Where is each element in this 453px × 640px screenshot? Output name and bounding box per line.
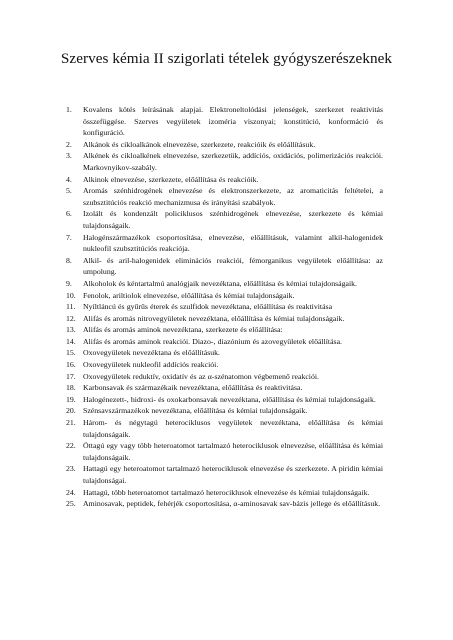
list-item — [66, 417, 383, 440]
list-item — [66, 359, 383, 371]
item-number: 16. — [66, 360, 76, 370]
item-number: 18. — [66, 383, 76, 393]
list-item — [66, 232, 383, 255]
item-text: Alkoholok és kéntartalmú analógjaik nevezéktana, előállítása és kémiai tulajdonságaik. — [83, 278, 357, 288]
item-text: Izolált és kondenzált policiklusos szénhidrogének elnevezése, szerkezete és kémiai tulajdonságaik. — [83, 209, 383, 230]
list-item — [66, 313, 383, 325]
item-number: 25. — [66, 499, 76, 509]
list-item — [66, 371, 383, 383]
list-item — [66, 174, 383, 186]
item-number: 14. — [66, 336, 76, 346]
list-item — [66, 405, 383, 417]
item-text: Alkének és cikloalkének elnevezése, szerkezetük, addíciós, oxidációs, polimerizációs reakciói. Markovnyikov-szabály. — [83, 151, 383, 172]
item-text: Aminosavak, peptidek, fehérjék csoportosítása, α-aminosavak sav-bázis jellege és előállításuk. — [83, 499, 381, 509]
topic-list — [66, 104, 383, 510]
item-text: Alifás és aromás nitrovegyületek nevezéktana, előállítása és kémiai tulajdonságaik. — [83, 313, 345, 323]
page-title: Szerves kémia II szigorlati tételek gyógyszerészeknek — [60, 50, 393, 67]
list-item — [66, 150, 383, 173]
item-text: Hattagú, több heteroatomot tartalmazó heterociklusok elnevezése és kémiai tulajdonságaik. — [83, 487, 370, 497]
item-text: Oxovegyületek reduktív, oxidatív és az α-szénatomon végbemenő reakciói. — [83, 371, 319, 381]
item-number: 12. — [66, 313, 76, 323]
list-item — [66, 382, 383, 394]
list-item — [66, 336, 383, 348]
list-item — [66, 104, 383, 139]
item-text: Halogénezett-, hidroxi- és oxokarbonsavak nevezéktana, előállítása és kémiai tulajdonságaik. — [83, 394, 376, 404]
list-item — [66, 487, 383, 499]
item-number: 17. — [66, 371, 76, 381]
item-text: Kovalens kötés leírásának alapjai. Elektroneltolódási jelenségek, szerkezet reaktivitás összefüggése. Szerves vegyületek izoméria viszonyai; konstitúció, konformáció és konfiguráció. — [83, 105, 383, 138]
list-item — [66, 394, 383, 406]
list-item — [66, 301, 383, 313]
list-item — [66, 208, 383, 231]
item-text: Alifás és aromás aminok nevezéktana, szerkezete és előállítása: — [83, 325, 283, 335]
item-number: 11. — [66, 302, 76, 312]
item-number: 10. — [66, 290, 76, 300]
item-text: Karbonsavak és származékaik nevezéktana, előállítása és reaktivitása. — [83, 383, 303, 393]
list-item — [66, 278, 383, 290]
item-number: 6. — [66, 209, 72, 219]
item-number: 13. — [66, 325, 76, 335]
item-text: Három- és négytagú heterociklusos vegyületek nevezéktana, előállítása és kémiai tulajdonságaik. — [83, 418, 383, 439]
item-number: 21. — [66, 418, 76, 428]
item-text: Alkánok és cikloalkánok elnevezése, szerkezete, reakcióik és előállításuk. — [83, 139, 316, 149]
item-number: 3. — [66, 151, 72, 161]
item-number: 23. — [66, 464, 76, 474]
item-text: Aromás szénhidrogének elnevezése és elektronszerkezete, az aromaticitás feltételei, a szubsztitúciós reakció mechanizmusa és irányítási szabályok. — [83, 186, 383, 207]
list-item — [66, 255, 383, 278]
list-item — [66, 185, 383, 208]
item-text: Öttagú egy vagy több heteroatomot tartalmazó heterociklusok elnevezése, előállítása és kémiai tulajdonságaik. — [83, 441, 383, 462]
item-number: 24. — [66, 487, 76, 497]
item-number: 2. — [66, 139, 72, 149]
item-number: 22. — [66, 441, 76, 451]
item-text: Alifás és aromás aminok reakciói. Diazo-, diazónium és azovegyületek előállítása. — [83, 336, 343, 346]
item-text: Nyíltláncú és gyűrűs éterek és szulfidok nevezéktana, előállítása és reaktivitása — [83, 302, 333, 312]
item-number: 20. — [66, 406, 76, 416]
item-number: 5. — [66, 186, 72, 196]
item-text: Oxovegyületek nevezéktana és előállításuk. — [83, 348, 220, 358]
item-text: Oxovegyületek nukleofil addíciós reakciói. — [83, 360, 219, 370]
list-item — [66, 324, 383, 336]
item-text: Hattagú egy heteroatomot tartalmazó heterociklusok elnevezése és szerkezete. A piridin kémiai tulajdonságai. — [83, 464, 383, 485]
item-text: Halogénszármazékok csoportosítása, elnevezése, előállításuk, valamint alkil-halogenidek nukleofil szubsztitúciós reakciója. — [83, 232, 383, 254]
list-item — [66, 139, 383, 151]
list-item — [66, 347, 383, 359]
item-number: 4. — [66, 174, 72, 184]
list-item — [66, 440, 383, 463]
item-text: Alkinok elnevezése, szerkezete, előállítása és reakcióik. — [83, 174, 259, 184]
item-number: 19. — [66, 394, 76, 404]
item-text: Alkil- és aril-halogenidek eliminációs reakciói, fémorganikus vegyületek előállítása: az umpolung. — [83, 255, 383, 277]
item-number: 8. — [66, 255, 72, 265]
list-item — [66, 463, 383, 486]
item-number: 15. — [66, 348, 76, 358]
item-number: 9. — [66, 278, 72, 288]
item-text: Fenolok, ariltiolok elnevezése, előállítása és kémiai tulajdonságaik. — [83, 290, 295, 300]
item-number: 7. — [66, 232, 72, 242]
list-item — [66, 290, 383, 302]
item-text: Szénsavszármazékok nevezéktana, előállítása és kémiai tulajdonságaik. — [83, 406, 308, 416]
item-number: 1. — [66, 105, 72, 114]
list-item — [66, 498, 383, 510]
